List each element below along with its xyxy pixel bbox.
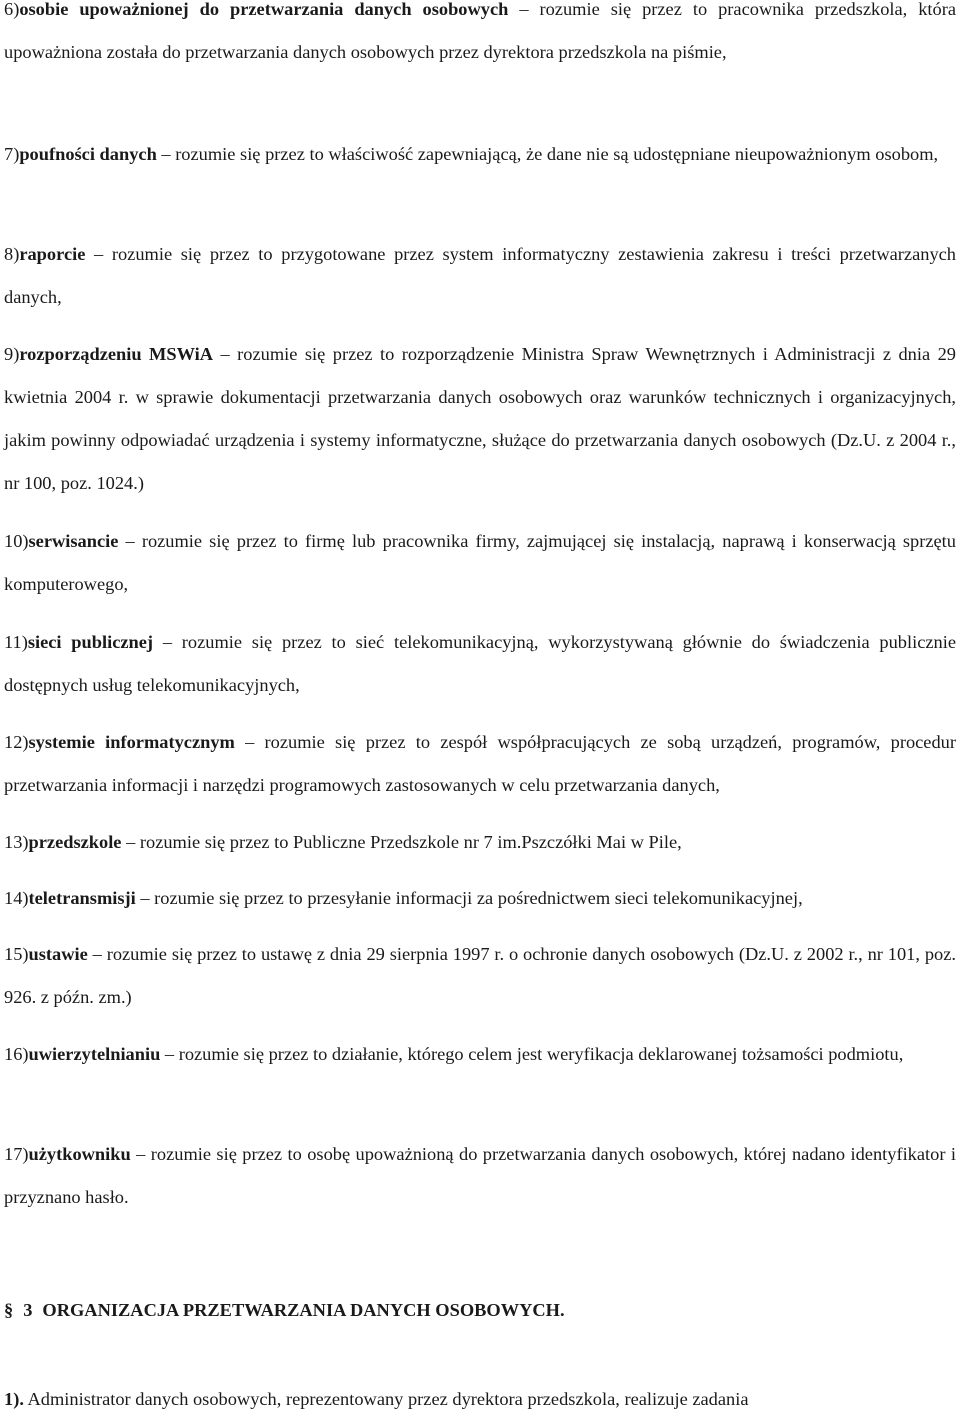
item-number: 6) — [4, 0, 20, 19]
item-number: 7) — [4, 144, 20, 164]
definition-item-12 — [4, 721, 956, 807]
item-term: systemie informatycznym — [28, 732, 235, 752]
item-text: – rozumie się przez to zespół współpracujących ze sobą urządzeń, programów, procedur przetwarzania informacji i narzędzi programowych zastosowanych w celu przetwarzania danych, — [4, 732, 956, 795]
definition-item-10 — [4, 520, 956, 606]
item-text: – rozumie się przez to firmę lub pracownika firmy, zajmującej się instalacją, naprawą i konserwacją sprzętu komputerowego, — [4, 531, 956, 594]
item-text: – rozumie się przez to rozporządzenie Ministra Spraw Wewnętrznych i Administracji z dnia 29 kwietnia 2004 r. w sprawie dokumentacji przetwarzania danych osobowych oraz warunków technicznych i organizacyjnych, jakim powinny odpowiadać urządzenia i systemy informatyczne, służące do przetwarzania danych osobowych (Dz.U. z 2004 r., nr 100, poz. 1024.) — [4, 344, 956, 493]
item-number: 1). — [4, 1389, 24, 1409]
definition-item-15 — [4, 933, 956, 1019]
item-text: – rozumie się przez to sieć telekomunikacyjną, wykorzystywaną głównie do świadczenia publicznie dostępnych usług telekomunikacyjnych, — [4, 632, 956, 695]
item-number: 11) — [4, 632, 28, 652]
item-text: – rozumie się przez to przygotowane przez system informatyczny zestawienia zakresu i treści przetwarzanych danych, — [4, 244, 956, 307]
item-term: użytkowniku — [28, 1144, 131, 1164]
definition-item-16 — [4, 1033, 956, 1076]
item-term: uwierzytelnianiu — [28, 1044, 161, 1064]
item-number: 13) — [4, 832, 29, 852]
item-text: – rozumie się przez to działanie, którego celem jest weryfikacja deklarowanej tożsamości podmiotu, — [160, 1044, 904, 1064]
item-term: ustawie — [28, 944, 88, 964]
section-title: ORGANIZACJA PRZETWARZANIA DANYCH OSOBOWYCH. — [42, 1300, 565, 1320]
item-term: przedszkole — [28, 832, 122, 852]
item-text: – rozumie się przez to przesyłanie informacji za pośrednictwem sieci telekomunikacyjnej, — [135, 888, 803, 908]
item-number: 10) — [4, 531, 29, 551]
item-term: osobie upoważnionej do przetwarzania danych osobowych — [19, 0, 509, 19]
definition-item-8 — [4, 233, 956, 319]
item-text: – rozumie się przez to właściwość zapewniającą, że dane nie są udostępniane nieupoważnionym osobom, — [156, 144, 939, 164]
item-number: 12) — [4, 732, 29, 752]
item-term: rozporządzeniu MSWiA — [19, 344, 214, 364]
definition-item-14 — [4, 877, 956, 920]
item-text: – rozumie się przez to pracownika przedszkola, która upoważniona została do przetwarzania danych osobowych przez dyrektora przedszkola na piśmie, — [4, 0, 957, 62]
section-heading — [4, 1290, 956, 1330]
item-number: 14) — [4, 888, 29, 908]
definition-item-13 — [4, 821, 956, 864]
definition-item-7 — [4, 133, 956, 176]
section-sign: § — [4, 1300, 14, 1320]
definition-item-6 — [4, 0, 956, 74]
section-number: 3 — [23, 1300, 33, 1320]
item-text: – rozumie się przez to osobę upoważnioną do przetwarzania danych osobowych, której nadano identyfikator i przyznano hasło. — [4, 1144, 956, 1207]
item-number: 16) — [4, 1044, 29, 1064]
item-term: teletransmisji — [28, 888, 136, 908]
definition-item-17 — [4, 1133, 956, 1219]
item-number: 8) — [4, 244, 20, 264]
section-item-1 — [4, 1378, 956, 1421]
item-text: Administrator danych osobowych, reprezentowany przez dyrektora przedszkola, realizuje zadania — [23, 1389, 749, 1409]
item-number: 15) — [4, 944, 29, 964]
item-text: – rozumie się przez to Publiczne Przedszkole nr 7 im.Pszczółki Mai w Pile, — [121, 832, 682, 852]
item-number: 17) — [4, 1144, 29, 1164]
item-term: serwisancie — [28, 531, 119, 551]
item-term: sieci publicznej — [27, 632, 154, 652]
item-number: 9) — [4, 344, 20, 364]
definition-item-11 — [4, 621, 956, 707]
definition-item-9 — [4, 333, 956, 505]
item-term: raporcie — [19, 244, 86, 264]
item-text: – rozumie się przez to ustawę z dnia 29 sierpnia 1997 r. o ochronie danych osobowych (Dz.U. z 2002 r., nr 101, poz. 926. z późn. zm.) — [4, 944, 956, 1007]
item-term: poufności danych — [19, 144, 157, 164]
